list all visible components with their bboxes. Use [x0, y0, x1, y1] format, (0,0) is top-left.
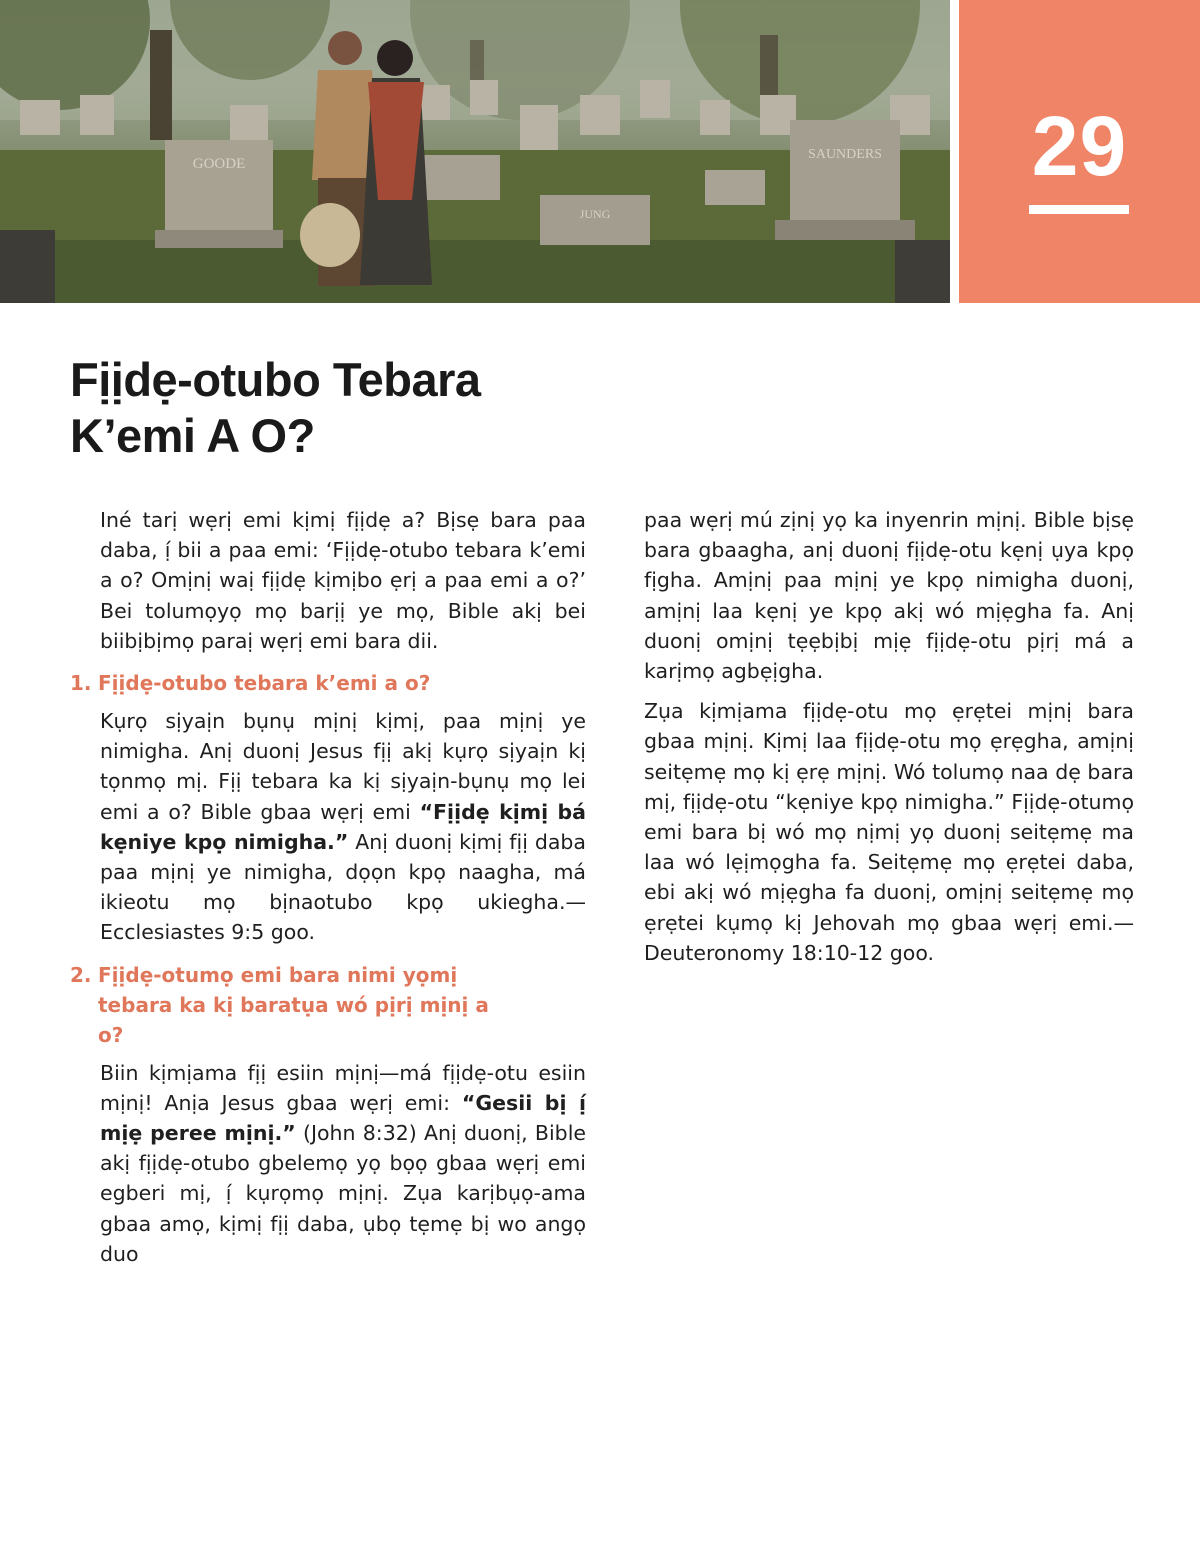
paragraph-text: (John 8:32) Anị duonị, Bible akị fịịdẹ-otubo gbelemọ yọ bọọ gbaa wẹrị emi egberi mị, ị́ kụrọmọ mịnị. Zụa karịbụọ-ama gbaa amọ, kịmị fịị daba, ụbọ tẹmẹ bị wo angọ duo — [100, 1121, 586, 1266]
lesson-number-underline — [1029, 205, 1129, 214]
scripture-quote: “Fịịdẹ kịmị bá kẹniye kpọ nimigha.” — [100, 799, 586, 854]
header-photo-cemetery — [0, 0, 950, 303]
headstone-label: GOODE — [192, 156, 246, 172]
right-column — [644, 505, 1134, 978]
question-number: 1. — [70, 671, 92, 696]
left-column — [70, 505, 586, 1279]
right-paragraph-2: Zụa kịmịama fịịdẹ-otu mọ ẹrẹtei mịnị bara gbaa mịnị. Kịmị laa fịịdẹ-otu mọ ẹrẹgha, amịnị seitẹmẹ mọ kị ẹrẹ mịnị. Wó tolumọ naa dẹ bara mị, fịịdẹ-otu “kẹniye kpọ nimigha.” Fịịdẹ-otumọ emi bara bị wó mọ nịmị yọ duonị seitẹmẹ ma laa wó lẹịmọgha fa. Seitẹmẹ mọ ẹrẹtei daba, ebi akị wó mịẹgha fa duonị, omịnị seitẹmẹ mọ ẹrẹtei kụmọ kị Jehovah mọ gbaa wẹrị emi.—Deuteronomy 18:10-12 goo. — [644, 699, 1134, 965]
headstone-label: JUNG — [579, 207, 611, 221]
paragraph-text: Anị duonị kịmị fịị daba paa mịnị ye nimigha, dọọn kpọ naagha, má ikieotu mọ bịnaotubo kpọ ukiegha.—Ecclesiastes 9:5 goo. — [100, 829, 586, 945]
question-number: 2. — [70, 962, 92, 987]
page-title-line-1: Fịịdẹ-otubo Tebara — [70, 353, 481, 406]
paragraph-text: Biin kịmịama fịị esiin mịnị—má fịịdẹ-otu esiin mịnị! Anịa Jesus gbaa wẹrị emi: — [100, 1060, 586, 1115]
headstone-label: SAUNDERS — [808, 147, 882, 162]
cemetery-illustration — [0, 0, 950, 303]
section-2-paragraph — [100, 1058, 586, 1269]
page-title-line-2: K’emi A O? — [70, 409, 315, 462]
question-text: Fịịdẹ-otumọ emi bara nimi yọmị tebara ka kị baratụa wó pịrị mịnị a o? — [98, 962, 489, 1047]
question-heading-1 — [70, 668, 540, 698]
lesson-number: 29 — [1031, 99, 1128, 193]
lesson-number-badge — [959, 0, 1200, 303]
paragraph-text: Kụrọ sịyaịn bụnụ mịnị kịmị, paa mịnị ye nimigha. Anị duonị Jesus fịị akị kụrọ sịyaịn kị tọnmọ mị. Fịị tebara ka kị sịyaịn-bụnụ mọ lei emi a o? Bible gbaa wẹrị emi — [100, 709, 586, 824]
section-1-paragraph — [100, 706, 586, 948]
right-paragraph-1: paa wẹrị mú zịnị yọ ka inyenrin mịnị. Bible bịsẹ bara gbaagha, anị duonị fịịdẹ-otu kẹnị ụya kpọ fịgha. Amịnị paa mịnị ye kpọ nimigha duonị, amịnị laa kẹnị ye kpọ akị wó mịẹgha fa. Anị duonị omịnị tẹẹbịbị mịẹ fịịdẹ-otu pịrị má a karịmọ agbẹịgha. — [644, 508, 1134, 684]
intro-paragraph: Iné tarị wẹrị emi kịmị fịịdẹ a? Bịsẹ bara paa daba, ị́ bii a paa emi: ‘Fịịdẹ-otubo tebara k’emi a o? Omịnị waị fịịdẹ kịmịbo ẹrị a paa emi a o?’ Bei tolumọyọ mọ barịị ye mọ, Bible akị bei biibịbịmọ paraị wẹrị emi bara dii. — [100, 508, 586, 653]
question-text: Fịịdẹ-otubo tebara k’emi a o? — [98, 671, 431, 696]
page-title — [70, 352, 630, 464]
scripture-quote: “Gesii bị ị́ mịẹ peree mịnị.” — [100, 1090, 586, 1146]
question-heading-2 — [70, 960, 540, 1050]
